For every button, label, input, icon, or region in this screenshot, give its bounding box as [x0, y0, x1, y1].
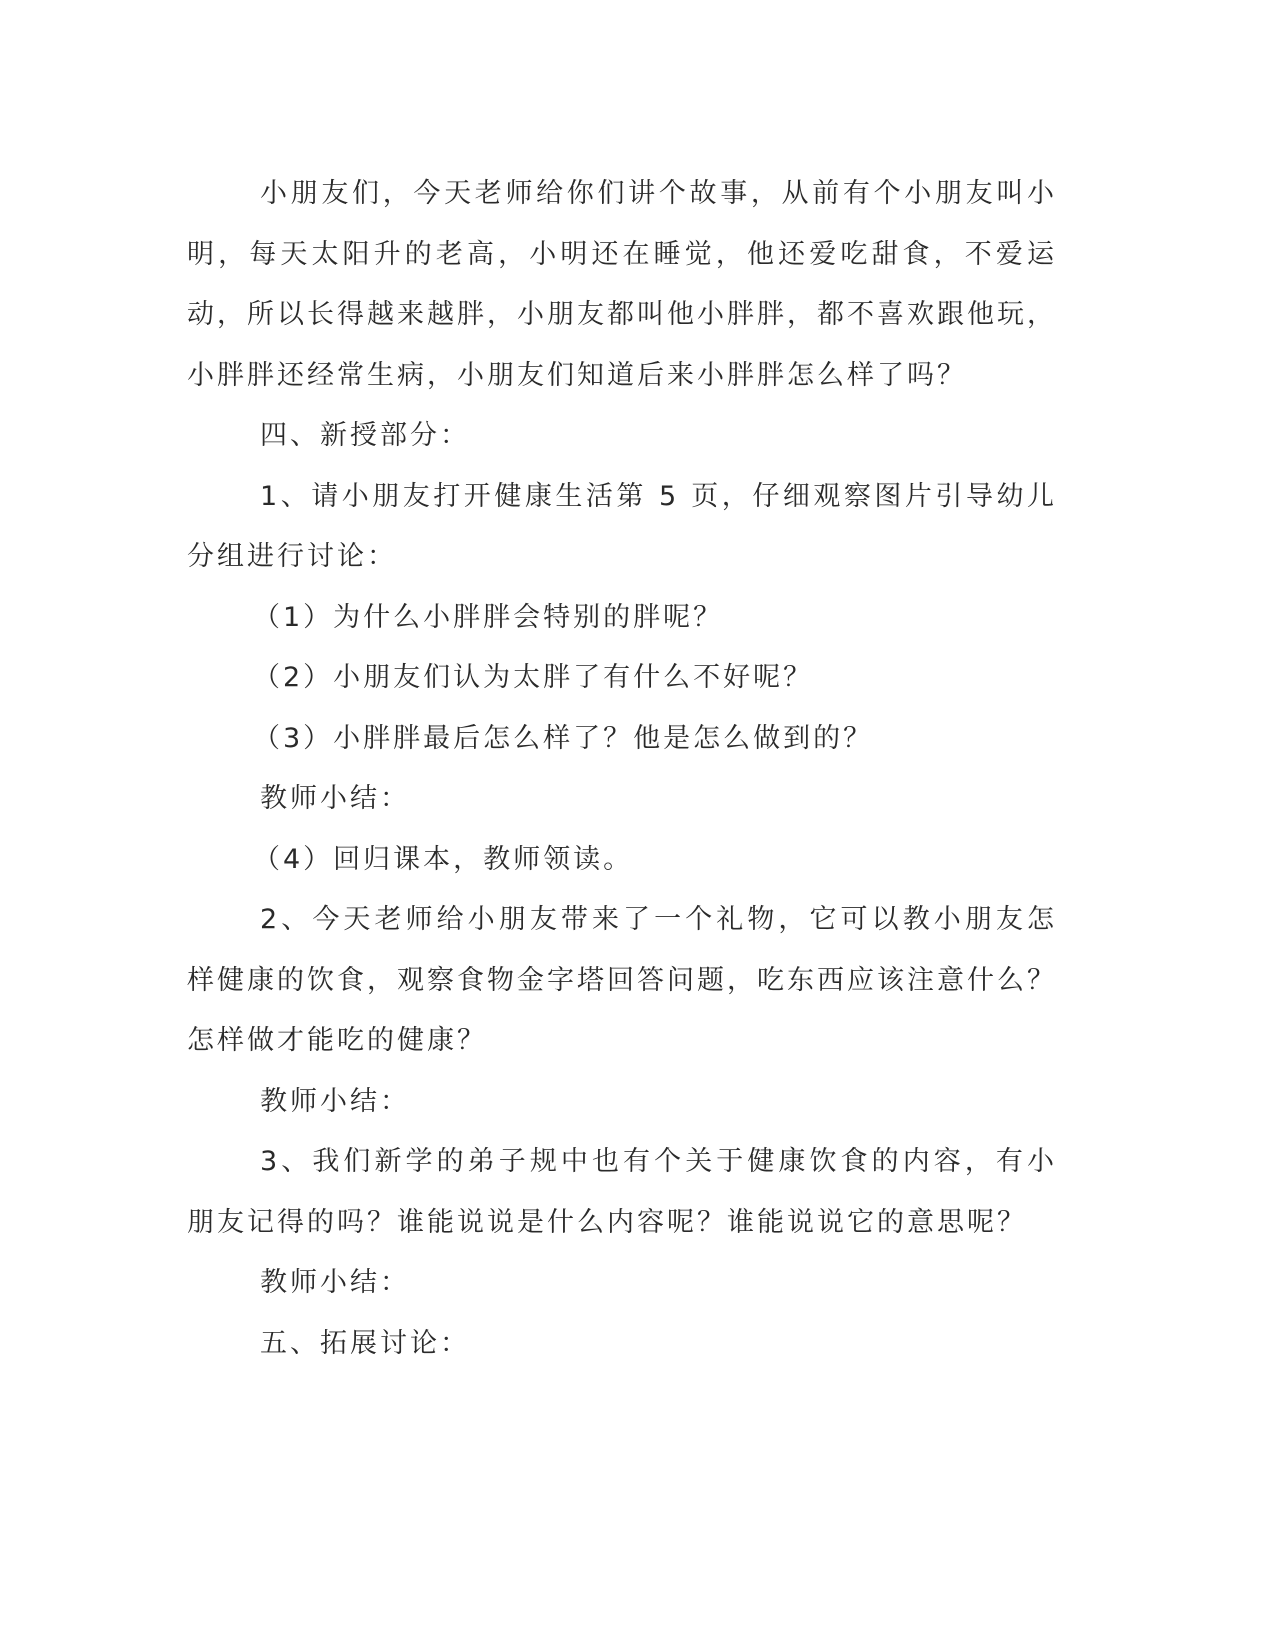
step-3-paragraph: 3、我们新学的弟子规中也有个关于健康饮食的内容，有小朋友记得的吗？谁能说说是什么内容呢？谁能说说它的意思呢？: [187, 1146, 1057, 1238]
teacher-summary-1: 教师小结：: [260, 783, 410, 814]
question-4: （4）回归课本，教师领读。: [253, 843, 634, 875]
section-heading-extended-discussion: 五、拓展讨论：: [260, 1327, 470, 1359]
question-3: （3）小胖胖最后怎么样了？他是怎么做到的？: [253, 722, 874, 754]
document-body: [187, 164, 1057, 1374]
question-2: （2）小朋友们认为太胖了有什么不好呢？: [253, 662, 814, 693]
section-heading-new-lesson: 四、新授部分：: [260, 420, 470, 451]
step-1-paragraph: 1、请小朋友打开健康生活第 5 页，仔细观察图片引导幼儿分组进行讨论：: [187, 480, 1057, 572]
teacher-summary-2: 教师小结：: [260, 1085, 410, 1117]
story-paragraph: 小朋友们，今天老师给你们讲个故事，从前有个小朋友叫小明，每天太阳升的老高，小明还在睡觉，他还爱吃甜食，不爱运动，所以长得越来越胖，小朋友都叫他小胖胖，都不喜欢跟他玩，小胖胖还经常生病，小朋友们知道后来小胖胖怎么样了吗？: [187, 178, 1057, 391]
question-1: （1）为什么小胖胖会特别的胖呢？: [253, 601, 724, 633]
step-2-paragraph: 2、今天老师给小朋友带来了一个礼物，它可以教小朋友怎样健康的饮食，观察食物金字塔回答问题，吃东西应该注意什么？怎样做才能吃的健康？: [187, 904, 1057, 1056]
teacher-summary-3: 教师小结：: [260, 1267, 410, 1298]
